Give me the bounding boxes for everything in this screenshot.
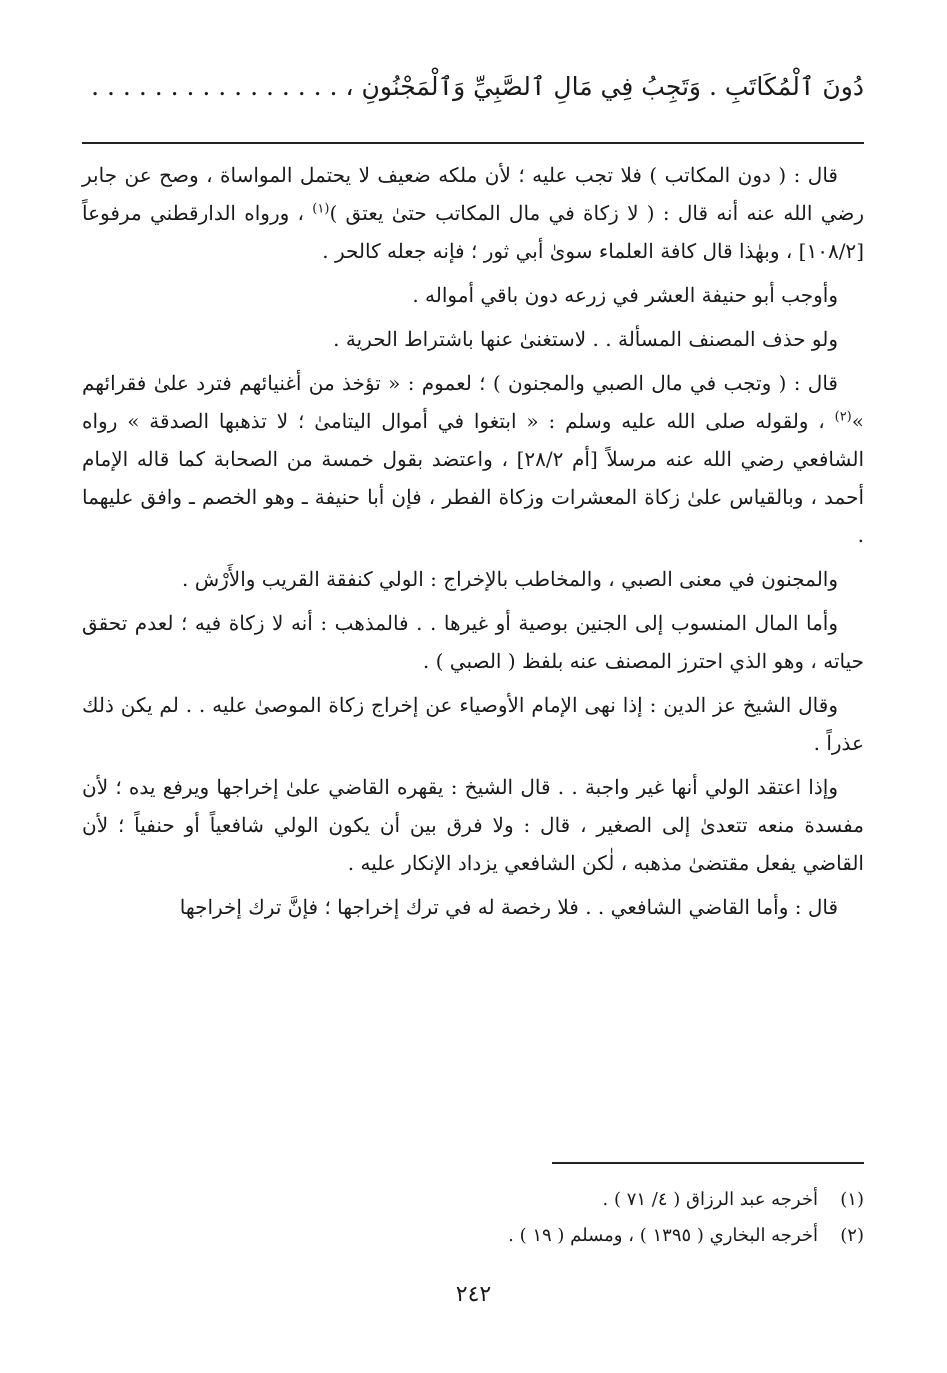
paragraph-1-text: قال : ( دون المكاتب ) فلا تجب عليه ؛ لأن ملكه ضعيف لا يحتمل المواساة ، وصح عن جابر رضي الله عنه أنه قال : ( لا زكاة في مال المكاتب حتىٰ يعتق ) — [82, 163, 864, 225]
footnote-divider — [552, 1162, 864, 1164]
paragraph-8-text: وإذا اعتقد الولي أنها غير واجبة . . قال الشيخ : يقهره القاضي علىٰ إخراجها ويرفع يده ؛ لأن مفسدة منعه تتعدىٰ إلى الصغير ، قال : ولا فرق بين أن يكون الولي شافعياً أو حنفياً ؛ لأن القاضي يفعل مقتضىٰ مذهبه ، لٰكن الشافعي يزداد الإنكار عليه . — [82, 775, 864, 875]
paragraph-5-text: والمجنون في معنى الصبي ، والمخاطب بالإخراج : الولي كنفقة القريب والأَرْش . — [182, 567, 838, 591]
paragraph-7-text: وقال الشيخ عز الدين : إذا نهى الإمام الأوصياء عن إخراج زكاة الموصىٰ عليه . . لم يكن ذلك عذراً . — [82, 693, 864, 755]
footnote-2 — [82, 1218, 864, 1254]
paragraph-4-text: قال : ( وتجب في مال الصبي والمجنون ) ؛ لعموم : « تؤخذ من أغنيائهم فترد علىٰ فقرائهم » — [82, 371, 864, 433]
paragraph-3 — [82, 320, 864, 358]
paragraph-4-tail: ، ولقوله صلى الله عليه وسلم : « ابتغوا في أموال اليتامىٰ ؛ لا تذهبها الصدقة » رواه الشافعي رضي الله عنه مرسلاً [أم ٢٨/٢] ، واعتضد بقول خمسة من الصحابة كما قاله الإمام أحمد ، وبالقياس علىٰ زكاة المعشرات وزكاة الفطر ، فإن أبا حنيفة ـ وهو الخصم ـ وافق عليهما . — [82, 409, 864, 547]
paragraph-6 — [82, 604, 864, 680]
footnote-ref-2[interactable]: (٢) — [834, 409, 852, 425]
paragraph-1 — [82, 156, 864, 270]
footnote-number: (٢) — [840, 1225, 864, 1246]
paragraph-5 — [82, 560, 864, 598]
footnote-1 — [82, 1182, 864, 1218]
paragraph-2 — [82, 276, 864, 314]
paragraph-7 — [82, 686, 864, 762]
running-header: دُونَ ٱلْمُكَاتَبِ . وَتَجِبُ فِي مَالِ ٱلصَّبِيِّ وَٱلْمَجْنُونِ ، . . . . . . . . . . . . . . . . — [91, 72, 864, 101]
footnotes — [82, 1182, 864, 1254]
page-number: ٢٤٢ — [455, 1282, 492, 1307]
paragraph-4 — [82, 364, 864, 554]
paragraph-2-text: وأوجب أبو حنيفة العشر في زرعه دون باقي أمواله . — [412, 283, 838, 307]
header-divider — [82, 142, 864, 144]
paragraph-8 — [82, 768, 864, 882]
paragraph-1-tail: ، ورواه الدارقطني مرفوعاً [١٠٨/٢] ، وبهٰذا قال كافة العلماء سوىٰ أبي ثور ؛ فإنه جعله كالحر . — [82, 201, 864, 263]
footnote-ref-1[interactable]: (١) — [312, 201, 330, 217]
paragraph-9-text: قال : وأما القاضي الشافعي . . فلا رخصة له في ترك إخراجها ؛ فإنَّ ترك إخراجها — [179, 895, 838, 919]
footnote-text: أخرجه البخاري ( ١٣٩٥ ) ، ومسلم ( ١٩ ) . — [508, 1225, 818, 1246]
paragraph-3-text: ولو حذف المصنف المسألة . . لاستغنىٰ عنها باشتراط الحرية . — [333, 327, 838, 351]
paragraph-6-text: وأما المال المنسوب إلى الجنين بوصية أو غيرها . . فالمذهب : أنه لا زكاة فيه ؛ لعدم تحقق حياته ، وهو الذي احترز المصنف عنه بلفظ ( الصبي ) . — [82, 611, 864, 673]
footnote-number: (١) — [840, 1189, 864, 1210]
footnote-text: أخرجه عبد الرزاق ( ٤/ ٧١ ) . — [602, 1189, 818, 1210]
page-body — [82, 156, 864, 932]
paragraph-9 — [82, 888, 864, 926]
